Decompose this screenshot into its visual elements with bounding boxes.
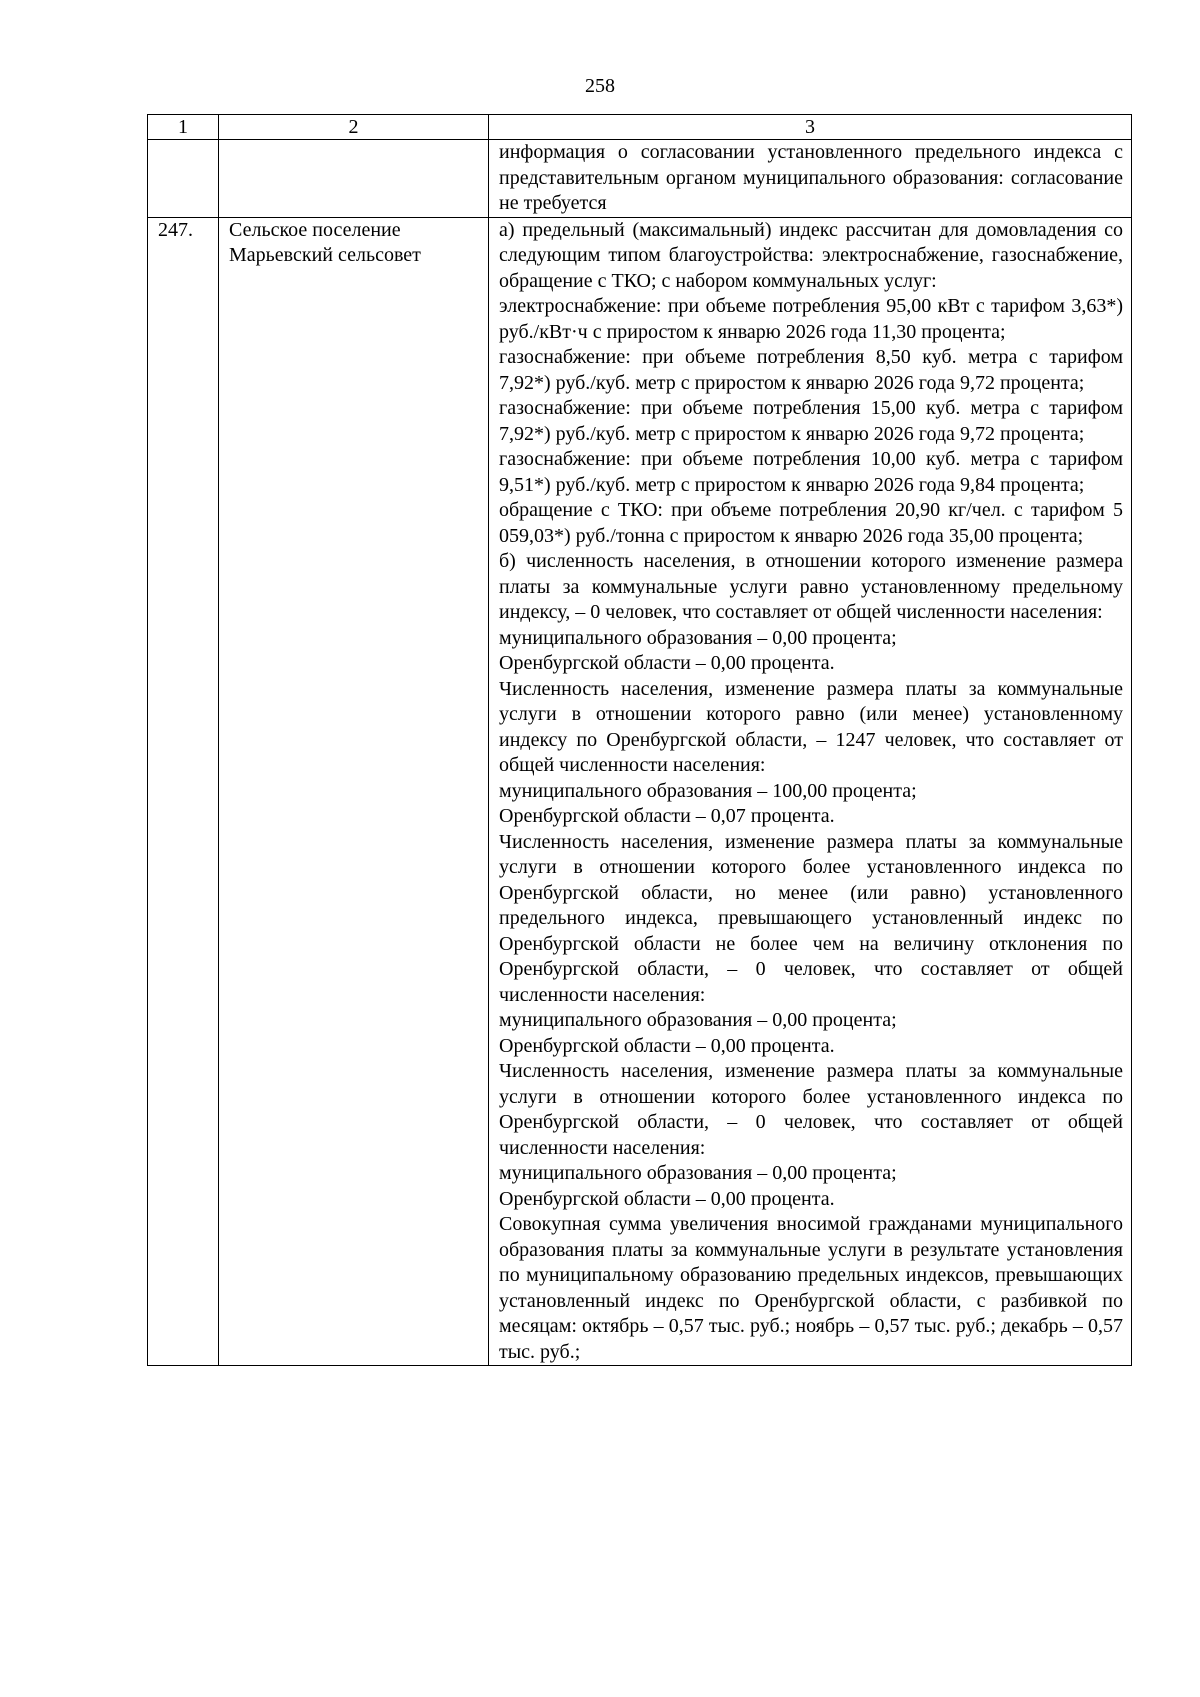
row-name-cell xyxy=(219,217,489,1366)
description-paragraph: Численность населения, изменение размера платы за коммунальные услуги в отношении которого равно (или менее) установленному индексу по Оренбургской области, – 1247 человек, что составляет от общей численности населения: xyxy=(499,677,1123,776)
table-header-row xyxy=(148,115,1132,140)
description-paragraph: газоснабжение: при объеме потребления 15,00 куб. метра с тарифом 7,92*) руб./куб. метр с приростом к январю 2026 года 9,72 процента; xyxy=(499,397,1123,445)
header-cell-1: 1 xyxy=(148,115,219,140)
row-number-cell: 247. xyxy=(148,217,219,1366)
description-paragraph: газоснабжение: при объеме потребления 10,00 куб. метра с тарифом 9,51*) руб./куб. метр с приростом к январю 2026 года 9,84 процента; xyxy=(499,448,1123,496)
row-name-cell xyxy=(219,140,489,218)
table-row xyxy=(148,217,1132,1366)
description-paragraph: муниципального образования – 0,00 процента; xyxy=(499,1009,897,1031)
description-paragraph: обращение с ТКО: при объеме потребления 20,90 кг/чел. с тарифом 5 059,03*) руб./тонна с приростом к январю 2026 года 35,00 процента; xyxy=(499,499,1123,547)
description-paragraph: газоснабжение: при объеме потребления 8,50 куб. метра с тарифом 7,92*) руб./куб. метр с приростом к январю 2026 года 9,72 процента; xyxy=(499,346,1123,394)
page-number: 258 xyxy=(585,75,615,97)
row-description-cell xyxy=(489,140,1132,218)
description-paragraph: муниципального образования – 0,00 процента; xyxy=(499,1162,897,1184)
description-paragraph: б) численность населения, в отношении которого изменение размера платы за коммунальные услуги равно установленному предельному индексу, – 0 человек, что составляет от общей численности населения: xyxy=(499,550,1123,623)
description-paragraph: муниципального образования – 100,00 процента; xyxy=(499,779,917,802)
row-description-cell xyxy=(489,217,1132,1366)
description-paragraph: Оренбургской области – 0,00 процента. xyxy=(499,1034,835,1057)
description-paragraph: информация о согласовании установленного предельного индекса с представительным органом муниципального образования: согласование не требуется xyxy=(499,141,1123,214)
municipality-name-line: Марьевский сельсовет xyxy=(229,244,421,266)
document-table xyxy=(147,114,1132,1366)
description-paragraph: Оренбургской области – 0,00 процента. xyxy=(499,1187,835,1210)
description-paragraph: Оренбургской области – 0,07 процента. xyxy=(499,805,835,827)
description-paragraph: муниципального образования – 0,00 процента; xyxy=(499,626,897,649)
table-row xyxy=(148,140,1132,218)
description-paragraph: Численность населения, изменение размера платы за коммунальные услуги в отношении которого более установленного индекса по Оренбургской области, – 0 человек, что составляет от общей численности населения: xyxy=(499,1060,1123,1159)
header-cell-3: 3 xyxy=(489,115,1132,140)
row-number-cell xyxy=(148,140,219,218)
description-paragraph: а) предельный (максимальный) индекс рассчитан для домовладения со следующим типом благоустройства: электроснабжение, газоснабжение, обращение с ТКО; с набором коммунальных услуг: xyxy=(499,218,1123,292)
description-paragraph: Численность населения, изменение размера платы за коммунальные услуги в отношении которого более установленного индекса по Оренбургской области, но менее (или равно) установленного предельного индекса, превышающего установленный индекс по Оренбургской области не более чем на величину отклонения по Оренбургской области, – 0 человек, что составляет от общей численности населения: xyxy=(499,830,1123,1006)
description-paragraph: Оренбургской области – 0,00 процента. xyxy=(499,652,835,674)
description-paragraph: электроснабжение: при объеме потребления 95,00 кВт с тарифом 3,63*) руб./кВт·ч с приростом к январю 2026 года 11,30 процента; xyxy=(499,295,1123,343)
header-cell-2: 2 xyxy=(219,115,489,140)
description-paragraph: Совокупная сумма увеличения вносимой гражданами муниципального образования платы за коммунальные услуги в результате установления по муниципальному образованию предельных индексов, превышающих установленный индекс по Оренбургской области, с разбивкой по месяцам: октябрь – 0,57 тыс. руб.; ноябрь – 0,57 тыс. руб.; декабрь – 0,57 тыс. руб.; xyxy=(499,1213,1123,1363)
municipality-name-line: Сельское поселение xyxy=(229,218,401,241)
